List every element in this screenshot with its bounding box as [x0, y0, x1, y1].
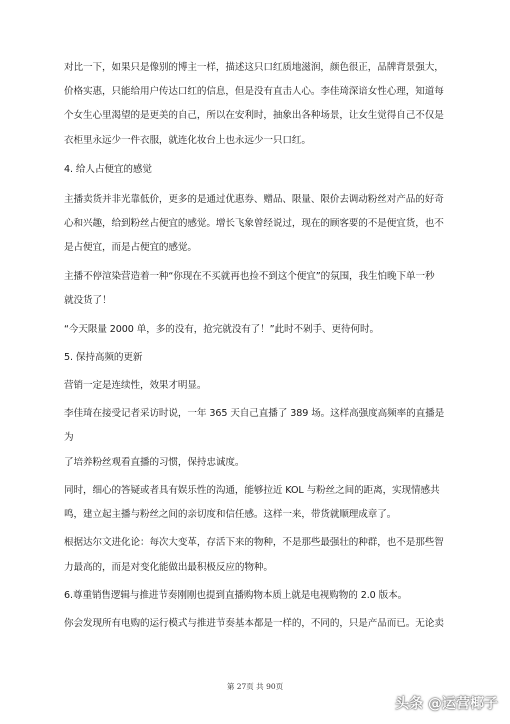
section-heading-4: 4. 给人占便宜的感觉 [64, 164, 152, 175]
page-number-footer: 第 27页 共 90页 [226, 682, 284, 691]
body-line-6: 主播卖货并非光靠低价，更多的是通过优惠券、赠品、限量、限价去调动粉丝对产品的好奇 [64, 194, 444, 205]
body-line-22: 你会发现所有电购的运行模式与推进节奏基本都是一样的，不同的，只是产品而已。无论卖 [64, 618, 444, 629]
body-line-18: 鸣，建立起主播与粉丝之间的亲切度和信任感。这样一来，带货就顺理成章了。 [64, 509, 397, 520]
body-line-14: 李佳琦在接受记者采访时说，一年 365 天自己直播了 389 场。这样高强度高频率的直播是 [64, 408, 444, 419]
body-line-1: 对比一下，如果只是像别的博主一样，描述这只口红质地滋润，颜色很正，品牌背景强大， [64, 62, 444, 73]
body-line-19: 根据达尔文进化论：每次大变革，存活下来的物种，不是那些最强壮的种群，也不是那些智 [64, 537, 444, 548]
body-line-17: 同时，细心的答疑或者具有娱乐性的沟通，能够拉近 KOL 与粉丝之间的距离，实现情感共 [64, 485, 440, 496]
body-line-15: 为 [64, 432, 74, 443]
section-heading-6: 6.尊重销售逻辑与推进节奏刚刚也提到直播购物本质上就是电视购物的 2.0 版本。 [64, 590, 408, 601]
body-line-3: 个女生心里渴望的是更美的自己，所以在安利时，抽象出各种场景，让女生觉得自己不仅是 [64, 110, 444, 121]
watermark-label: 头条 @运营椰子 [395, 696, 498, 712]
body-line-2: 价格实惠，只能给用户传达口红的信息，但是没有直击人心。李佳琦深谙女性心理，知道每 [64, 86, 444, 97]
body-line-7: 心和兴趣，给到粉丝占便宜的感觉。增长飞象曾经说过，现在的顾客要的不是便宜货，也不 [64, 218, 444, 229]
body-line-16: 了培养粉丝观看直播的习惯，保持忠诚度。 [64, 457, 245, 468]
body-line-13: 营销一定是连续性，效果才明显。 [64, 380, 207, 391]
body-line-4: 衣柜里永远少一件衣服，就连化妆台上也永远少一只口红。 [64, 135, 311, 146]
body-line-11: “今天限量 2000 单，多的没有，抢完就没有了！”此时不剁手、更待何时。 [64, 324, 379, 335]
section-heading-5: 5. 保持高频的更新 [64, 352, 143, 363]
body-line-8: 是占便宜，而是占便宜的感觉。 [64, 242, 197, 253]
body-line-9: 主播不停渲染营造着一种“你现在不买就再也捡不到这个便宜”的氛围，我生怕晚下单一秒 [64, 271, 435, 282]
body-line-20: 力最高的，而是对变化能做出最积极反应的物种。 [64, 562, 273, 573]
body-line-10: 就没货了！ [64, 295, 112, 306]
